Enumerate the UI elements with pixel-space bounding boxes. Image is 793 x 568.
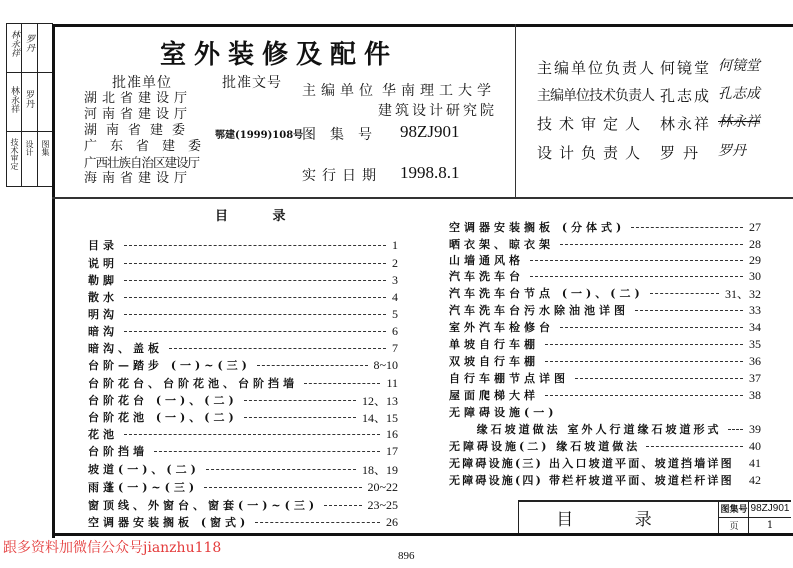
toc-item[interactable]: 无障碍设施(四) 带栏杆坡道平面、坡道栏杆详图 42	[449, 472, 761, 487]
atlas-no-label: 图集号	[302, 127, 386, 143]
approval-unit: 广东省建委	[84, 139, 215, 154]
effective-date: 1998.8.1	[400, 163, 460, 182]
leader-dots	[560, 244, 743, 245]
responsible-role: 主编单位技术负责人	[537, 88, 654, 104]
stamp-signature: 罗丹	[24, 34, 34, 52]
responsible-signature: 林永祥	[718, 114, 760, 130]
stamp-divider	[7, 72, 53, 73]
toc-item[interactable]: 花池 16	[88, 426, 398, 441]
responsible-name: 何镜堂	[660, 59, 712, 77]
leader-dots	[560, 327, 743, 328]
stamp-name: 罗丹	[24, 90, 34, 108]
leader-dots	[244, 417, 356, 418]
toc-item[interactable]: 缘石坡道做法 室外人行道缘石坡道形式 39	[463, 421, 761, 436]
leader-dots	[124, 263, 386, 264]
responsible-name: 罗丹	[660, 144, 707, 162]
toc-item[interactable]: 勒脚 3	[88, 272, 398, 287]
toc-item[interactable]: 空调器安装搁板 (窗式) 26	[88, 514, 398, 529]
stamp-role: 图集	[41, 140, 50, 156]
sheet-title: 目 录	[556, 509, 680, 530]
leader-dots	[728, 429, 744, 430]
leader-dots	[575, 378, 743, 379]
leader-dots	[545, 395, 743, 396]
stamp-divider	[37, 24, 38, 186]
toc-item[interactable]: 汽车洗车台节点 (一)、(二) 31、32	[449, 286, 761, 301]
leader-dots	[530, 260, 743, 261]
toc-item[interactable]: 明沟 5	[88, 306, 398, 321]
responsible-name: 林永祥	[660, 115, 712, 133]
approval-doc-number: 鄂建(1999)108号	[215, 130, 304, 141]
responsible-role: 技术审定人	[537, 115, 648, 133]
chief-editor-unit-line2: 建筑设计研究院	[378, 103, 497, 119]
leader-dots	[154, 451, 380, 452]
leader-dots	[545, 344, 743, 345]
toc-item[interactable]: 暗沟、盖板 7	[88, 340, 398, 355]
signature-stamp-table	[6, 23, 53, 187]
toc-item[interactable]: 雨蓬(一)~(三) 20~22	[88, 479, 398, 494]
toc-item[interactable]: 汽车洗车台 30	[449, 268, 761, 283]
stamp-name: 林永祥	[9, 86, 19, 113]
leader-dots	[244, 400, 356, 401]
responsible-signature: 孔志成	[718, 86, 760, 102]
leader-dots	[257, 365, 368, 366]
book-page-number: 896	[398, 550, 415, 562]
approval-unit: 海南省建设厅	[84, 171, 193, 186]
frame-bottom-border	[52, 533, 793, 536]
toc-item[interactable]: 台阶挡墙 17	[88, 443, 398, 458]
effective-date-label: 实行日期	[302, 168, 382, 184]
header-divider	[515, 24, 516, 197]
responsible-signature: 罗丹	[718, 143, 746, 159]
approval-unit: 广西壮族自治区建设厅	[84, 155, 200, 170]
approval-doc-label: 批准文号	[222, 75, 282, 91]
responsible-role: 主编单位负责人	[537, 59, 657, 77]
toc-item[interactable]: 坡道(一)、(二) 18、19	[88, 462, 398, 477]
toc-item[interactable]: 说明 2	[88, 255, 398, 270]
leader-dots	[169, 348, 386, 349]
header-bottom-line	[52, 197, 793, 199]
approval-unit-label: 批准单位	[112, 75, 172, 91]
toc-item[interactable]: 无障碍设施(一)	[449, 406, 558, 419]
toc-item[interactable]: 窗顶线、外窗台、窗套(一)~(三) 23~25	[88, 497, 398, 512]
approval-unit: 河南省建设厅	[84, 107, 193, 122]
page-number-cell: 1	[748, 518, 791, 533]
toc-item[interactable]: 屋面爬梯大样 38	[449, 387, 761, 402]
toc-item[interactable]: 台阶花池 (一)、(二) 14、15	[88, 410, 398, 425]
leader-dots	[635, 310, 743, 311]
toc-item[interactable]: 台阶花台、台阶花池、台阶挡墙 11	[88, 375, 398, 390]
chief-editor-unit: 华南理工大学	[382, 83, 496, 99]
leader-dots	[206, 469, 356, 470]
leader-dots	[204, 487, 361, 488]
toc-item[interactable]: 台阶花台 (一)、(二) 12、13	[88, 393, 398, 408]
toc-item[interactable]: 空调器安装搁板 (分体式) 27	[449, 219, 761, 234]
atlas-title: 室外装修及配件	[160, 40, 399, 70]
leader-dots	[124, 297, 386, 298]
toc-item[interactable]: 目录 1	[88, 237, 398, 252]
toc-item[interactable]: 无障碍设施(二) 缘石坡道做法 40	[449, 438, 761, 453]
atlas-no-cell: 98ZJ901	[748, 500, 791, 518]
leader-dots	[124, 245, 386, 246]
stamp-divider	[21, 24, 22, 186]
leader-dots	[124, 280, 386, 281]
leader-dots	[124, 434, 380, 435]
approval-unit: 湖南省建委	[84, 123, 195, 138]
leader-dots	[324, 505, 361, 506]
toc-item[interactable]: 暗沟 6	[88, 323, 398, 338]
approval-unit: 湖北省建设厅	[84, 91, 193, 106]
leader-dots	[545, 361, 743, 362]
leader-dots	[631, 227, 743, 228]
toc-item[interactable]: 散水 4	[88, 289, 398, 304]
toc-item[interactable]: 汽车洗车台污水除油池详图 33	[449, 302, 761, 317]
page-label-cell: 页	[718, 518, 749, 533]
toc-item[interactable]: 自行车棚节点详图 37	[449, 370, 761, 385]
toc-item[interactable]: 山墙通风格 29	[449, 252, 761, 267]
toc-item[interactable]: 室外汽车检修台 34	[449, 319, 761, 334]
toc-title: 目 录	[215, 209, 306, 224]
stamp-signature: 林永祥	[9, 30, 19, 57]
leader-dots	[304, 383, 380, 384]
leader-dots	[650, 293, 719, 294]
leader-dots	[124, 314, 386, 315]
toc-item[interactable]: 晒衣架、晾衣架 28	[449, 236, 761, 251]
toc-item[interactable]: 双坡自行车棚 36	[449, 353, 761, 368]
responsible-role: 设计负责人	[537, 144, 648, 162]
leader-dots	[530, 276, 743, 277]
leader-dots	[255, 522, 380, 523]
atlas-no: 98ZJ901	[400, 122, 460, 141]
atlas-no-label-cell: 图集号	[718, 500, 749, 518]
stamp-role: 技术审定	[10, 138, 19, 170]
toc-item[interactable]: 无障碍设施(三) 出入口坡道平面、坡道挡墙详图 41	[449, 455, 761, 470]
responsible-name: 孔志成	[660, 87, 712, 105]
watermark-text: 跟多资料加微信公众号jianzhu118	[3, 540, 222, 556]
toc-item[interactable]: 台阶—踏步 (一)~(三) 8~10	[88, 357, 398, 372]
stamp-divider	[7, 131, 53, 132]
toc-item[interactable]: 单坡自行车棚 35	[449, 336, 761, 351]
leader-dots	[124, 331, 386, 332]
stamp-role: 设计	[25, 140, 34, 156]
chief-editor-label: 主编单位	[302, 83, 378, 99]
leader-dots	[646, 446, 743, 447]
responsible-signature: 何镜堂	[718, 58, 760, 74]
